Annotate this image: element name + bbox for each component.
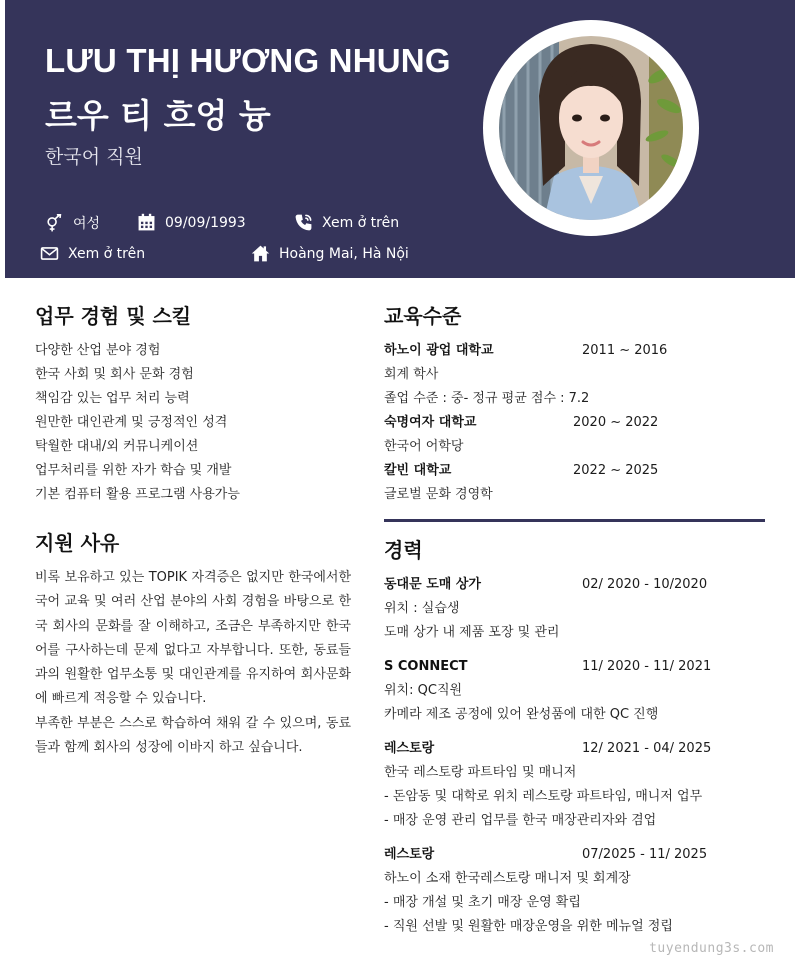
career-detail: 하노이 소재 한국레스토랑 매니저 및 회계장 bbox=[384, 871, 631, 886]
skill-item: 업무처리를 위한 자가 학습 및 개발 bbox=[35, 463, 232, 478]
education-heading: 교육수준 bbox=[384, 304, 462, 328]
motivation-paragraph-1: 비록 보유하고 있는 TOPIK 자격증은 없지만 한국에서한국어 교육 및 여러 산업 분야의 사회 경험을 바탕으로 한국 회사의 문화를 잘 이해하고, 조금은 부족하지만 한국어를 구사하는데 문제 없다고 자부합니다. 또한, 동료들과의 원활한 업무소통 및 대인관계를 유지하여 회사문화에 빠르게 적응할 수 있습니다. bbox=[35, 570, 351, 707]
skill-item: 다양한 산업 분야 경험 bbox=[35, 343, 161, 358]
desired-position: 한국어 직원 bbox=[45, 146, 143, 168]
education-period: 2020 ~ 2022 bbox=[573, 415, 659, 430]
education-detail: 회계 학사 bbox=[384, 367, 439, 382]
motivation-heading: 지원 사유 bbox=[35, 531, 120, 555]
address-info bbox=[251, 244, 409, 263]
calendar-icon bbox=[137, 213, 156, 232]
phone-icon bbox=[294, 213, 313, 232]
school-name: 숙명여자 대학교 bbox=[384, 415, 477, 430]
skill-item: 탁월한 대내/외 커뮤니케이션 bbox=[35, 439, 199, 454]
education-entry bbox=[384, 411, 765, 459]
left-column bbox=[35, 300, 351, 760]
career-detail: 위치 : 실습생 bbox=[384, 601, 460, 616]
skill-item: 한국 사회 및 회사 문화 경험 bbox=[35, 367, 194, 382]
career-detail: - 직원 선발 및 원활한 매장운영을 위한 메뉴얼 정립 bbox=[384, 919, 673, 934]
birthdate-info bbox=[137, 213, 246, 232]
career-heading: 경력 bbox=[384, 538, 423, 562]
career-period: 02/ 2020 - 10/2020 bbox=[582, 577, 708, 592]
company-name: 동대문 도매 상가 bbox=[384, 577, 481, 592]
education-entry bbox=[384, 339, 765, 411]
career-period: 11/ 2020 - 11/ 2021 bbox=[582, 659, 712, 674]
skill-item: 책임감 있는 업무 처리 능력 bbox=[35, 391, 190, 406]
birthdate-value: 09/09/1993 bbox=[165, 214, 246, 231]
career-detail: 도매 상가 내 제품 포장 및 관리 bbox=[384, 625, 560, 640]
section-divider bbox=[384, 519, 765, 522]
gender-value: 여성 bbox=[73, 216, 101, 232]
career-entry bbox=[384, 573, 765, 645]
career-detail: 위치: QC직원 bbox=[384, 683, 463, 698]
email-icon bbox=[40, 244, 59, 263]
company-name: 레스토랑 bbox=[384, 741, 435, 756]
motivation-paragraph-2: 부족한 부분은 스스로 학습하여 채워 갈 수 있으며, 동료들과 함께 회사의 성장에 이바지 하고 싶습니다. bbox=[35, 715, 351, 756]
company-name: S CONNECT bbox=[384, 659, 468, 674]
home-icon bbox=[251, 244, 270, 263]
email-info bbox=[40, 244, 145, 263]
education-period: 2022 ~ 2025 bbox=[573, 463, 659, 478]
education-period: 2011 ~ 2016 bbox=[582, 343, 668, 358]
skills-list bbox=[35, 339, 351, 507]
career-entry bbox=[384, 655, 765, 727]
profile-photo bbox=[499, 36, 683, 220]
career-detail: 한국 레스토랑 파트타임 및 매니저 bbox=[384, 765, 577, 780]
right-column bbox=[384, 300, 765, 939]
phone-value: Xem ở trên bbox=[322, 214, 400, 231]
career-period: 07/2025 - 11/ 2025 bbox=[582, 847, 708, 862]
gender-info bbox=[45, 213, 100, 233]
profile-photo-frame bbox=[483, 20, 699, 236]
school-name: 하노이 광업 대학교 bbox=[384, 343, 494, 358]
header-banner bbox=[5, 0, 795, 278]
career-detail: 카메라 제조 공정에 있어 완성품에 대한 QC 진행 bbox=[384, 707, 659, 722]
gender-icon bbox=[45, 214, 64, 233]
education-detail: 글로벌 문화 경영학 bbox=[384, 487, 493, 502]
address-value: Hoàng Mai, Hà Nội bbox=[279, 245, 409, 262]
company-name: 레스토랑 bbox=[384, 847, 435, 862]
career-entry bbox=[384, 843, 765, 939]
career-detail: - 매장 운영 관리 업무를 한국 매장관리자와 겸업 bbox=[384, 813, 657, 828]
skill-item: 원만한 대인관계 및 긍정적인 성격 bbox=[35, 415, 228, 430]
school-name: 칼빈 대학교 bbox=[384, 463, 452, 478]
education-entry bbox=[384, 459, 765, 507]
email-value: Xem ở trên bbox=[68, 245, 146, 262]
skills-heading: 업무 경험 및 스킬 bbox=[35, 304, 192, 328]
education-detail: 한국어 어학당 bbox=[384, 439, 464, 454]
candidate-name-korean: 르우 티 흐엉 늉 bbox=[45, 96, 271, 135]
watermark: tuyendung3s.com bbox=[649, 941, 774, 956]
education-detail: 졸업 수준 : 중- 정규 평균 점수 : 7.2 bbox=[384, 391, 590, 406]
candidate-name-vietnamese: LƯU THỊ HƯƠNG NHUNG bbox=[45, 42, 451, 79]
career-period: 12/ 2021 - 04/ 2025 bbox=[582, 741, 712, 756]
career-detail: - 돈암동 및 대학로 위치 레스토랑 파트타임, 매니저 업무 bbox=[384, 789, 703, 804]
skill-item: 기본 컴퓨터 활용 프로그램 사용가능 bbox=[35, 487, 240, 502]
career-detail: - 매장 개설 및 초기 매장 운영 확립 bbox=[384, 895, 581, 910]
phone-info bbox=[294, 213, 399, 232]
career-entry bbox=[384, 737, 765, 833]
